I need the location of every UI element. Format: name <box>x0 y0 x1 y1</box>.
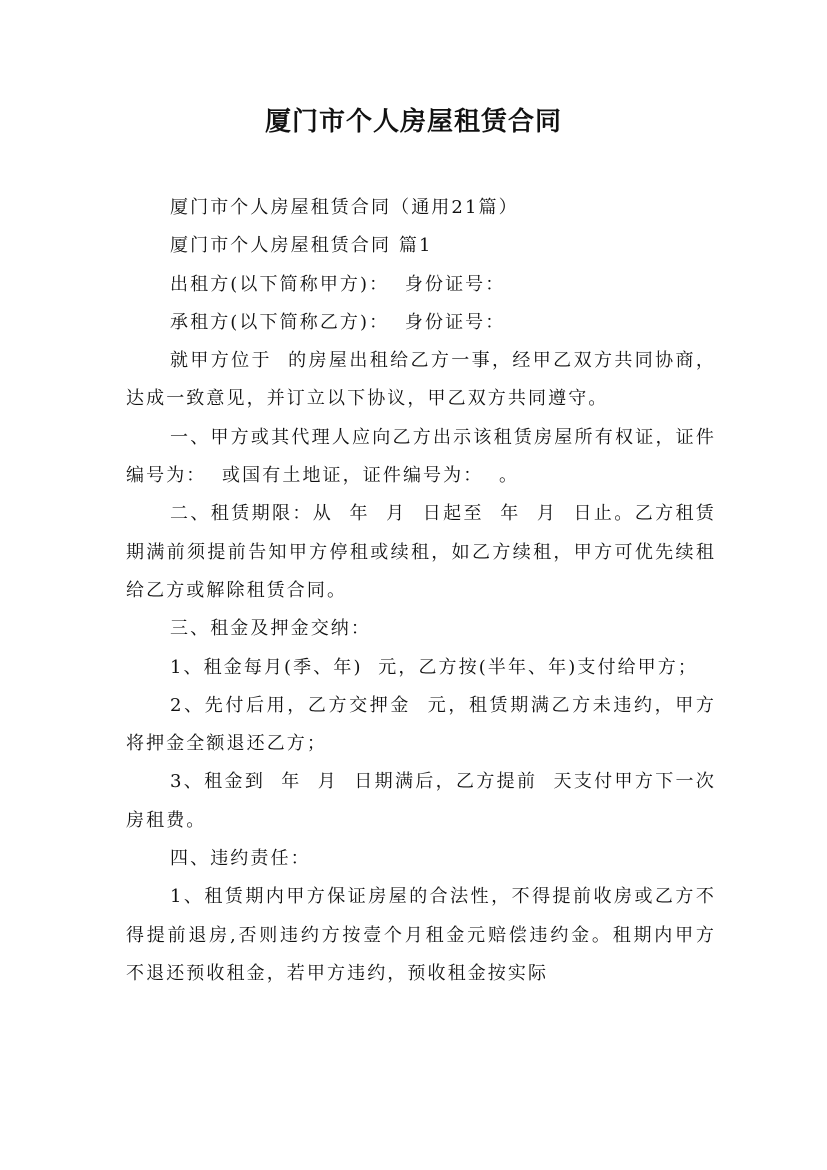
paragraph-clause-4-item-1: 1、租赁期内甲方保证房屋的合法性，不得提前收房或乙方不得提前退房,否则违约方按壹个月租金元赔偿违约金。租期内甲方不退还预收租金，若甲方违约，预收租金按实际 <box>126 886 716 984</box>
paragraph-clause-3-item-2: 2、先付后用，乙方交押金 元，租赁期满乙方未违约，甲方将押金全额退还乙方； <box>126 694 716 755</box>
paragraph-clause-3-item-3: 3、租金到 年 月 日期满后，乙方提前 天支付甲方下一次房租费。 <box>126 771 716 831</box>
paragraph-lessor: 出租方(以下简称甲方)： 身份证号： <box>170 273 506 295</box>
paragraph-clause-2: 二、租赁期限：从 年 月 日起至 年 月 日止。乙方租赁期满前须提前告知甲方停租或续租，如乙方续租，甲方可优先续租给乙方或解除租赁合同。 <box>126 503 716 601</box>
paragraph-clause-4-heading: 四、违约责任： <box>170 848 311 870</box>
paragraph-section-heading: 厦门市个人房屋租赁合同 篇1 <box>170 235 433 257</box>
paragraph-clause-3-item-1: 1、租金每月(季、年) 元，乙方按(半年、年)支付给甲方； <box>170 656 698 678</box>
paragraph-subtitle: 厦门市个人房屋租赁合同（通用21篇） <box>170 197 519 218</box>
paragraph-lessee: 承租方(以下简称乙方)： 身份证号： <box>170 311 506 333</box>
paragraph-intro: 就甲方位于 的房屋出租给乙方一事，经甲乙双方共同协商，达成一致意见，并订立以下协议，甲乙双方共同遵守。 <box>126 350 716 410</box>
paragraph-clause-3-heading: 三、租金及押金交纳： <box>170 618 371 640</box>
paragraph-clause-1: 一、甲方或其代理人应向乙方出示该租赁房屋所有权证，证件编号为： 或国有土地证，证件编号为： 。 <box>126 426 716 487</box>
document-body <box>126 189 716 993</box>
document-title: 厦门市个人房屋租赁合同 <box>264 107 562 137</box>
